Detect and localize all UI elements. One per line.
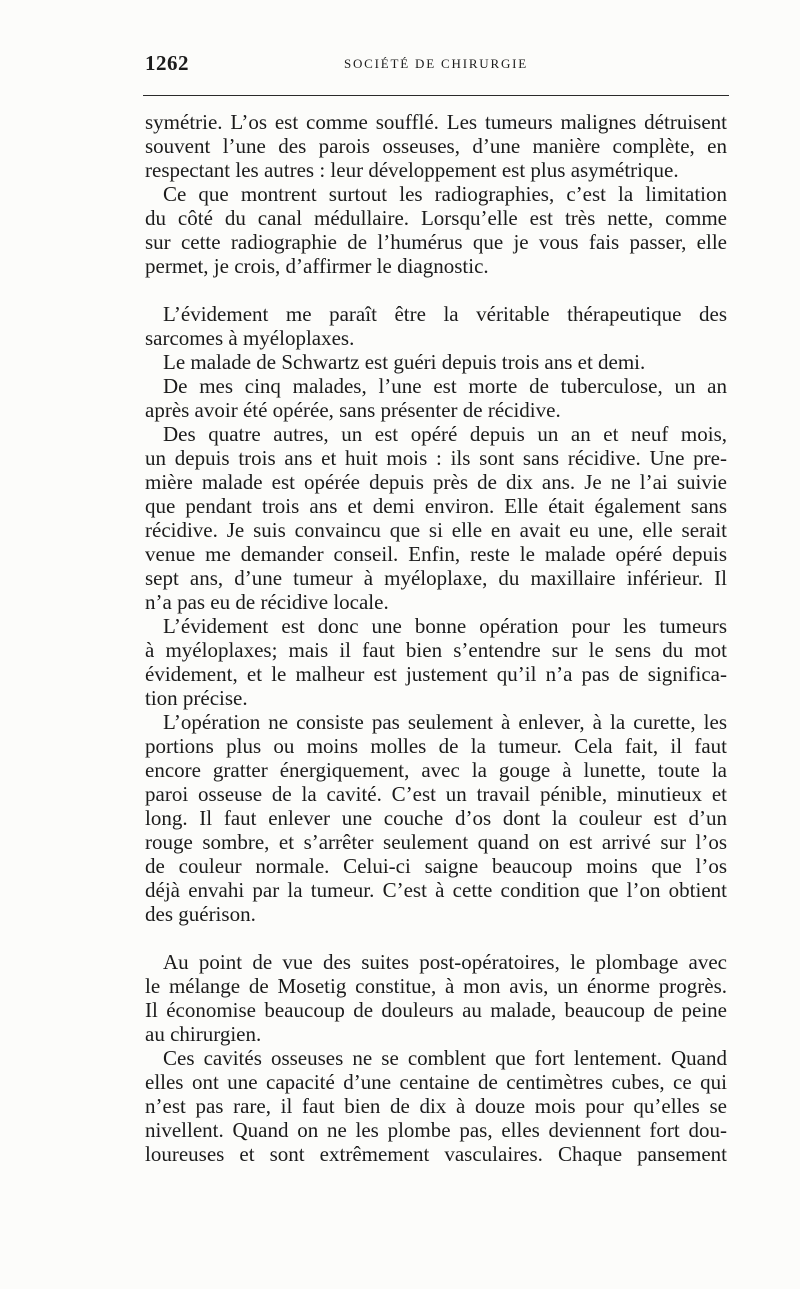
text-line: souvent l’une des parois osseuses, d’une manière complète, en (145, 134, 727, 158)
paragraph (145, 710, 727, 926)
text-line: nivellent. Quand on ne les plombe pas, elles deviennent fort dou- (145, 1118, 727, 1142)
text-line: Ce que montrent surtout les radiographies, c’est la limitation (163, 182, 727, 206)
text-line: un depuis trois ans et huit mois : ils sont sans récidive. Une pre- (145, 446, 727, 470)
page-number: 1262 (145, 51, 189, 75)
paragraph (145, 1046, 727, 1166)
text-line: L’évidement est donc une bonne opération pour les tumeurs (163, 614, 727, 638)
text-line: tion précise. (145, 686, 248, 710)
text-line: sarcomes à myéloplaxes. (145, 326, 355, 350)
text-line: déjà envahi par la tumeur. C’est à cette condition que l’on obtient (145, 878, 727, 902)
text-line: mière malade est opérée depuis près de dix ans. Je ne l’ai suivie (145, 470, 727, 494)
text-line: à myéloplaxes; mais il faut bien s’entendre sur le sens du mot (145, 638, 727, 662)
text-line: récidive. Je suis convaincu que si elle en avait eu une, elle serait (145, 518, 727, 542)
text-line: venue me demander conseil. Enfin, reste le malade opéré depuis (145, 542, 727, 566)
text-line: respectant les autres : leur développement est plus asymétrique. (145, 158, 679, 182)
paragraph (145, 302, 727, 350)
text-line: sur cette radiographie de l’humérus que je vous fais passer, elle (145, 230, 727, 254)
header-rule (143, 95, 729, 96)
text-line: après avoir été opérée, sans présenter de récidive. (145, 398, 561, 422)
paragraph (145, 110, 727, 182)
paragraph (145, 422, 727, 614)
text-line: Des quatre autres, un est opéré depuis un an et neuf mois, (163, 422, 727, 446)
text-line: paroi osseuse de la cavité. C’est un travail pénible, minutieux et (145, 782, 727, 806)
text-line: Au point de vue des suites post-opératoires, le plombage avec (163, 950, 727, 974)
paragraph (145, 182, 727, 278)
text-line: Le malade de Schwartz est guéri depuis trois ans et demi. (163, 350, 646, 374)
text-line: De mes cinq malades, l’une est morte de tuberculose, un an (163, 374, 727, 398)
section-gap (145, 278, 727, 302)
text-column (145, 110, 727, 1166)
text-line: que pendant trois ans et demi environ. Elle était également sans (145, 494, 727, 518)
text-line: de couleur normale. Celui-ci saigne beaucoup moins que l’os (145, 854, 727, 878)
text-line: Il économise beaucoup de douleurs au malade, beaucoup de peine (145, 998, 727, 1022)
text-line: des guérison. (145, 902, 256, 926)
text-line: rouge sombre, et s’arrêter seulement quand on est arrivé sur l’os (145, 830, 727, 854)
paragraph (145, 350, 727, 374)
text-line: du côté du canal médullaire. Lorsqu’elle est très nette, comme (145, 206, 727, 230)
text-line: long. Il faut enlever une couche d’os dont la couleur est d’un (145, 806, 727, 830)
text-line: évidement, et le malheur est justement qu’il n’a pas de significa- (145, 662, 727, 686)
paragraph (145, 374, 727, 422)
text-line: le mélange de Mosetig constitue, à mon avis, un énorme progrès. (145, 974, 727, 998)
running-title: SOCIÉTÉ DE CHIRURGIE (343, 56, 529, 71)
text-line: Ces cavités osseuses ne se comblent que fort lentement. Quand (163, 1046, 727, 1070)
text-line: n’a pas eu de récidive locale. (145, 590, 389, 614)
section-gap (145, 926, 727, 950)
text-line: symétrie. L’os est comme soufflé. Les tumeurs malignes détruisent (145, 110, 727, 134)
paragraph (145, 614, 727, 710)
text-line: n’est pas rare, il faut bien de dix à douze mois pour qu’elles se (145, 1094, 727, 1118)
text-line: portions plus ou moins molles de la tumeur. Cela fait, il faut (145, 734, 727, 758)
text-line: loureuses et sont extrêmement vasculaires. Chaque pansement (145, 1142, 727, 1166)
text-line: sept ans, d’une tumeur à myéloplaxe, du maxillaire inférieur. Il (145, 566, 727, 590)
text-line: L’évidement me paraît être la véritable thérapeutique des (163, 302, 727, 326)
paragraph (145, 950, 727, 1046)
text-line: elles ont une capacité d’une centaine de centimètres cubes, ce qui (145, 1070, 727, 1094)
text-line: encore gratter énergiquement, avec la gouge à lunette, toute la (145, 758, 727, 782)
text-line: au chirurgien. (145, 1022, 262, 1046)
text-line: permet, je crois, d’affirmer le diagnostic. (145, 254, 489, 278)
text-line: L’opération ne consiste pas seulement à enlever, à la curette, les (163, 710, 727, 734)
